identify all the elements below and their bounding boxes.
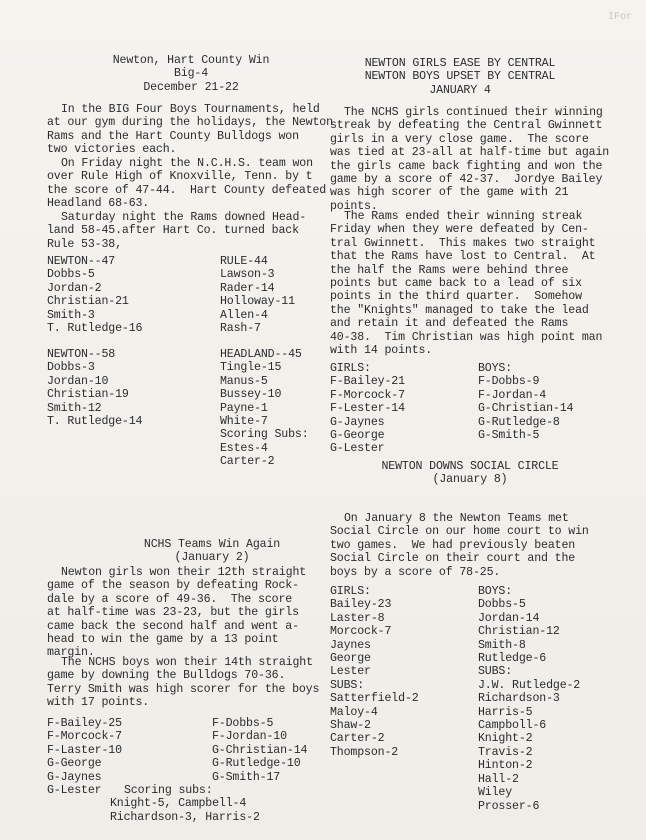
box2-headland-list xyxy=(220,348,309,469)
text-line: was tied at 23-all at half-time but again xyxy=(330,146,610,160)
text-line: NEWTON GIRLS EASE BY CENTRAL xyxy=(364,57,556,70)
text-line: head to win the game by a 13 point xyxy=(47,633,279,647)
text-line: Hall-2 xyxy=(478,772,519,786)
text-line: G-George xyxy=(330,429,385,443)
text-line: the "Knights" managed to take the lead xyxy=(330,303,589,317)
text-line: Social Circle on their court and the xyxy=(330,552,576,566)
text-line: two victories each. xyxy=(47,143,177,157)
text-line: T. Rutledge-16 xyxy=(47,322,143,336)
text-line: Rader-14 xyxy=(220,281,275,295)
text-line: Travis-2 xyxy=(478,745,533,759)
text-line: Knight-2 xyxy=(478,732,533,746)
text-line: Estes-4 xyxy=(220,441,268,455)
text-line: that the Rams have lost to Central. At xyxy=(330,250,596,264)
right-story2-para xyxy=(330,512,589,579)
text-line: Allen-4 xyxy=(220,308,268,322)
text-line: over Rule High of Knoxville, Tenn. by t xyxy=(47,170,313,184)
text-line: Friday when they were defeated by Cen- xyxy=(330,223,589,237)
story2-headline xyxy=(112,538,312,565)
text-line: G-Christian-14 xyxy=(478,402,574,416)
text-line: with 17 points. xyxy=(47,696,150,710)
text-line: F-Laster-10 xyxy=(47,743,122,757)
text-line: NEWTON--47 xyxy=(47,255,116,268)
text-line: JANUARY 4 xyxy=(429,83,491,97)
corner-mark: IFor xyxy=(607,12,632,23)
text-line: points but came back to a lead of six xyxy=(330,277,582,291)
text-line: land 58-45.after Hart Co. turned back xyxy=(47,224,299,238)
text-line: Manus-5 xyxy=(220,374,268,388)
text-line: G-George xyxy=(47,757,102,771)
text-line: points. xyxy=(330,199,378,213)
text-line: F-Dobbs-5 xyxy=(212,717,274,730)
text-line: G-Rutledge-8 xyxy=(478,415,560,429)
text-line: Tingle-15 xyxy=(220,361,282,375)
text-line: Rams and the Hart County Bulldogs won xyxy=(47,129,299,143)
text-line: the half the Rams were behind three xyxy=(330,263,569,277)
text-line: G-Smith-17 xyxy=(212,770,281,784)
text-line: Lawson-3 xyxy=(220,268,275,282)
text-line: came back the second half and went a- xyxy=(47,619,299,633)
text-line: game by downing the Bulldogs 70-36. xyxy=(47,669,286,683)
text-line: game of the season by defeating Rock- xyxy=(47,579,299,593)
text-line: F-Jordan-10 xyxy=(212,730,287,744)
text-line: NEWTON DOWNS SOCIAL CIRCLE xyxy=(381,460,559,473)
box2-newton-list xyxy=(47,348,142,428)
text-line: Newton girls won their 12th straight xyxy=(61,566,307,579)
text-line: Holloway-11 xyxy=(220,295,295,309)
text-line: Jordan-10 xyxy=(47,374,109,388)
text-line: The NCHS boys won their 14th straight xyxy=(61,656,313,669)
text-line: Rule 53-38, xyxy=(47,237,122,251)
right-box2-girls-list xyxy=(330,585,419,759)
text-line: On January 8 the Newton Teams met xyxy=(344,512,569,525)
text-line: White-7 xyxy=(220,415,268,429)
text-line: SUBS: xyxy=(478,665,513,679)
text-line: The NCHS girls continued their winning xyxy=(344,106,603,119)
text-line: HEADLAND--45 xyxy=(220,348,302,361)
left-headline xyxy=(96,54,286,94)
text-line: F-Bailey-21 xyxy=(330,375,405,389)
text-line: G-Jaynes xyxy=(47,770,102,784)
text-line: Thompson-2 xyxy=(330,745,399,759)
text-line: (January 8) xyxy=(432,473,508,487)
text-line: G-Jaynes xyxy=(330,415,385,429)
text-line: Lester xyxy=(330,665,371,679)
box1-newton-list xyxy=(47,255,142,335)
text-line: streak by defeating the Central Gwinnett xyxy=(330,119,603,133)
text-line: points in the third quarter. Somehow xyxy=(330,290,582,304)
text-line: Smith-8 xyxy=(478,638,526,652)
text-line: Headland 68-63. xyxy=(47,197,150,211)
text-line: G-Lester xyxy=(330,442,385,456)
text-line: G-Rutledge-10 xyxy=(212,757,301,771)
text-line: and retain it and defeated the Rams xyxy=(330,317,569,331)
text-line: the girls came back fighting and won the xyxy=(330,159,603,173)
right-box1-girls-list xyxy=(330,362,405,456)
text-line: Newton, Hart County Win xyxy=(112,54,270,67)
text-line: The Rams ended their winning streak xyxy=(344,210,583,223)
text-line: GIRLS: xyxy=(330,585,371,598)
story2-para1 xyxy=(47,566,306,660)
text-line: margin. xyxy=(47,646,95,660)
right-headline xyxy=(350,57,570,97)
text-line: Big-4 xyxy=(173,67,209,81)
text-line: Carter-2 xyxy=(330,732,385,746)
text-line: Christian-12 xyxy=(478,625,560,639)
text-line: G-Smith-5 xyxy=(478,429,540,443)
text-line: F-Bailey-25 xyxy=(47,717,122,730)
text-line: NCHS Teams Win Again xyxy=(143,538,281,551)
text-line: F-Morcock-7 xyxy=(47,730,122,744)
text-line: Dobbs-5 xyxy=(47,268,95,282)
text-line: RULE-44 xyxy=(220,255,268,268)
text-line: Dobbs-5 xyxy=(478,598,526,612)
text-line: tral Gwinnett. This makes two straight xyxy=(330,236,596,250)
box1-rule-list xyxy=(220,255,295,335)
text-line: J.W. Rutledge-2 xyxy=(478,678,581,692)
text-line: December 21-22 xyxy=(143,80,239,94)
left-para3 xyxy=(47,211,306,251)
text-line: NEWTON BOYS UPSET BY CENTRAL xyxy=(364,70,556,84)
text-line: Laster-8 xyxy=(330,611,385,625)
text-line: F-Dobbs-9 xyxy=(478,375,540,389)
text-line: Dobbs-3 xyxy=(47,361,95,375)
text-line: Christian-19 xyxy=(47,388,129,402)
text-line: Jordan-2 xyxy=(47,281,102,295)
text-line: Richardson-3, Harris-2 xyxy=(110,810,260,824)
text-line: Terry Smith was high scorer for the boys xyxy=(47,682,320,696)
text-line: Smith-12 xyxy=(47,401,102,415)
text-line: girls in a very close game. The score xyxy=(330,132,589,146)
right-box2-boys-list xyxy=(478,585,580,813)
text-line: Prosser-6 xyxy=(478,799,540,813)
text-line: T. Rutledge-14 xyxy=(47,415,143,429)
text-line: Christian-21 xyxy=(47,295,129,309)
text-line: Harris-5 xyxy=(478,705,533,719)
text-line: GIRLS: xyxy=(330,362,371,375)
text-line: at half-time was 23-23, but the girls xyxy=(47,606,299,620)
left-para1 xyxy=(47,103,333,157)
text-line: G-Lester xyxy=(47,784,102,798)
text-line: George xyxy=(330,652,371,666)
text-line: Jordan-14 xyxy=(478,611,540,625)
right-box1-boys-list xyxy=(478,362,573,442)
text-line: game by a score of 42-37. Jordye Bailey xyxy=(330,173,603,187)
text-line: Social Circle on our home court to win xyxy=(330,525,589,539)
text-line: at our gym during the holidays, the Newton xyxy=(47,116,333,130)
text-line: Morcock-7 xyxy=(330,625,392,639)
box3-boys-list xyxy=(212,717,307,784)
text-line: In the BIG Four Boys Tournaments, held xyxy=(61,103,320,116)
text-line: BOYS: xyxy=(478,362,513,375)
text-line: (January 2) xyxy=(174,551,250,565)
text-line: Campboll-6 xyxy=(478,719,547,733)
text-line: was high scorer of the game with 21 xyxy=(330,186,569,200)
text-line: BOYS: xyxy=(478,585,513,598)
text-line: Payne-1 xyxy=(220,401,268,415)
box3-scoring-subs xyxy=(110,784,260,824)
text-line: F-Jordan-4 xyxy=(478,388,547,402)
text-line: F-Lester-14 xyxy=(330,402,405,416)
text-line: SUBS: xyxy=(330,678,365,692)
text-line: Jaynes xyxy=(330,638,371,652)
right-para2 xyxy=(330,210,602,357)
text-line: with 14 points. xyxy=(330,344,433,358)
text-line: Smith-3 xyxy=(47,308,95,322)
text-line: Shaw-2 xyxy=(330,719,371,733)
text-line: Bussey-10 xyxy=(220,388,282,402)
text-line: Scoring Subs: xyxy=(220,428,309,442)
text-line: NEWTON--58 xyxy=(47,348,116,361)
text-line: Maloy-4 xyxy=(330,705,378,719)
text-line: Saturday night the Rams downed Head- xyxy=(61,211,307,224)
text-line: two games. We had previously beaten xyxy=(330,538,576,552)
text-line: F-Morcock-7 xyxy=(330,388,405,402)
right-story2-headline xyxy=(360,460,580,487)
text-line: Satterfield-2 xyxy=(330,692,419,706)
text-line: Scoring subs: xyxy=(124,784,213,797)
text-line: Knight-5, Campbell-4 xyxy=(110,797,247,811)
text-line: Carter-2 xyxy=(220,455,275,469)
right-para1 xyxy=(330,106,609,213)
story2-para2 xyxy=(47,656,319,710)
left-para2 xyxy=(47,157,326,211)
text-line: the score of 47-44. Hart County defeated xyxy=(47,183,327,197)
text-line: Hinton-2 xyxy=(478,759,533,773)
text-line: 40-38. Tim Christian was high point man xyxy=(330,330,603,344)
text-line: On Friday night the N.C.H.S. team won xyxy=(61,157,313,170)
text-line: Richardson-3 xyxy=(478,692,560,706)
text-line: G-Christian-14 xyxy=(212,743,308,757)
text-line: boys by a score of 78-25. xyxy=(330,565,501,579)
text-line: Rash-7 xyxy=(220,322,261,336)
text-line: Wiley xyxy=(478,786,513,800)
text-line: Rutledge-6 xyxy=(478,652,547,666)
text-line: Bailey-23 xyxy=(330,598,392,612)
text-line: dale by a score of 49-36. The score xyxy=(47,592,293,606)
